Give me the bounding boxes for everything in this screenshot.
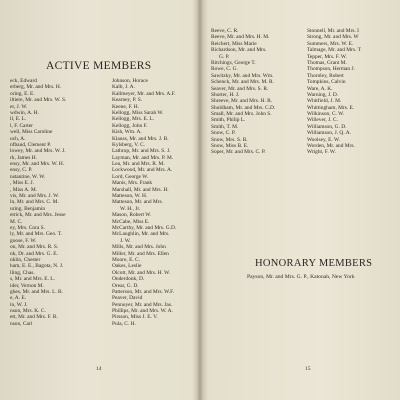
member-entry: iltiere, Mr. and Mrs. W. S. (10, 97, 67, 104)
member-entry: ll, E. L. (10, 116, 27, 123)
member-entry: Thomas, Grant M. (307, 59, 347, 66)
member-entry: Soper, Mr. and Mrs. C. P. (211, 149, 266, 156)
member-entry: uring, Benjamin (10, 205, 46, 212)
member-entry: Onderdonk, D. (112, 276, 145, 283)
right-page (203, 0, 400, 400)
member-entry: Wilkinson, C. W. (307, 111, 345, 118)
member-entry: ghes, Mr. and Mrs. L. B. (10, 288, 64, 295)
member-entry: Shuldham, Mr. and Mrs. C.D. (211, 104, 276, 111)
member-entry: oring, E. E. (10, 90, 35, 97)
member-entry: Kellogg, Mrs. E. L. (112, 116, 155, 123)
member-entry: Talmage, Mr. and Mrs. T (307, 47, 361, 54)
member-entry: Oakes, Leslie (112, 263, 142, 270)
member-entry: wdwin, A. H. (10, 109, 39, 116)
member-entry: ett, Mr. and Mrs. F. B. (10, 314, 58, 321)
member-entry: Small, Mr. and Mrs. John S. (211, 111, 272, 118)
honorary-entry: Payson, Mr. and Mrs. G. P., Katonah, New York (247, 274, 355, 280)
member-entry: Kish, Wm. A. (112, 129, 142, 136)
member-entry: Willever, J. C. (307, 117, 338, 124)
left-column-1 (10, 78, 66, 327)
member-entry: Tompkins, Calvin (307, 79, 346, 86)
member-entry: Stonnell, Mr. and Mrs. I (307, 28, 359, 34)
member-entry: Orear, G. D. (112, 282, 139, 289)
member-entry: , Miss A. M. (10, 186, 37, 193)
member-entry: Shorter, H. J. (211, 91, 240, 98)
member-entry: Ritchings, George T. (211, 59, 256, 66)
member-entry: McLaughlin, Mr. and Mrs. (112, 231, 170, 238)
member-entry: l, F. Carter (10, 122, 33, 129)
right-column-2 (307, 28, 361, 156)
member-entry: Kellogg, John F. (112, 122, 148, 129)
member-entry: vis, Mr. and Mrs. J. W. (10, 193, 60, 200)
member-entry: Summers, Mrs. W. E. (307, 40, 354, 47)
member-entry: nson, Carl (10, 320, 33, 327)
honorary-members-heading: HONORARY MEMBERS (255, 258, 373, 269)
member-entry: Seaver, Mr. and Mrs. S. R. (211, 85, 269, 92)
member-entry: Whitfield, J. M. (307, 98, 342, 105)
member-entry: Smith, Philip L. (211, 117, 246, 124)
member-entry: ln, Mr. and Mrs. C. M. (10, 199, 59, 206)
member-entry: Reeve, Mr. and Mrs. H. M. (211, 34, 270, 41)
member-entry: lowey, Mr. and Mrs. W. J. (10, 148, 66, 155)
member-entry: Sawitzky, Mr. and Mrs. Wm. (211, 72, 274, 79)
member-entry: Reichert, Miss Marie (211, 40, 257, 47)
member-entry: Pirsson, Miss J. E. V. (112, 314, 158, 321)
member-entry: Pennoyer, Mr. and Mrs. Jas. (112, 301, 173, 308)
member-entry: Matteson, Mr. and Mrs. (112, 199, 163, 206)
member-entry: er, J. W. (10, 103, 28, 110)
member-entry: Worden, Mr. and Mrs. (307, 143, 355, 150)
member-entry: Woolsey, E. W. (307, 136, 340, 143)
member-entry: Lord, George W. (112, 173, 149, 180)
member-entry: Kallmeyer, Mr. and Mrs. A.F. (112, 90, 176, 97)
member-entry: goose, F. W. (10, 237, 37, 244)
member-entry: ensy, Mr. and Mrs. W. H. (10, 161, 65, 168)
member-entry: Manis, Mrs. Frank (112, 180, 153, 187)
member-entry: e, A. E. (10, 295, 27, 302)
member-entry: Smith, T. M. (211, 123, 239, 130)
member-entry: Williamson, G. D. (307, 123, 347, 130)
member-entry: uch, A. (10, 135, 26, 142)
member-entry: eck, Edward (10, 78, 37, 84)
member-entry: Miller, Mr. and Mrs. Ellen (112, 250, 169, 257)
member-entry: Ware, A. K. (307, 85, 333, 92)
member-entry: Rowe, C. G. (211, 66, 238, 73)
member-entry: Thompson, Herman J. (307, 66, 355, 73)
member-entry: Richardson, Mr. and Mrs. (211, 47, 267, 54)
member-entry: ham, E. E., Bagota, N. J. (10, 263, 64, 270)
member-entry: rk, James H. (10, 154, 37, 161)
member-entry: McCarthy, Mr. and Mrs. G.D. (112, 224, 177, 231)
member-entry: , Miss E. J. (10, 180, 34, 187)
member-entry: ly, Mr. and Mrs. Geo. T. (10, 231, 62, 238)
member-entry: Schenck, Mr. and Mrs. M. R. (211, 79, 274, 86)
member-entry: ider, Vernon M. (10, 282, 44, 289)
right-column-1 (211, 28, 275, 156)
member-entry: nson, Mrs. K. C. (10, 308, 46, 315)
member-entry: Pula, C. H. (112, 320, 136, 327)
member-entry: McCabe, Miss E. (112, 218, 150, 225)
member-entry: Snow, C. P. (211, 130, 236, 137)
member-entry: Phillips, Mr. and Mrs. W. A. (112, 308, 173, 315)
member-entry: Thornley, Robert (307, 72, 344, 79)
page-number-left: 14 (96, 366, 102, 372)
member-entry: Warning, J. D. (307, 91, 339, 98)
member-entry: etrick, Mr. and Mrs. Jesse (10, 212, 66, 219)
member-entry: Reeve, C. R. (211, 28, 239, 34)
member-entry: Wright, F. W. (307, 149, 336, 156)
member-entry: Mills, Mr. and Mrs. John (112, 244, 166, 251)
member-entry: Williamson, J. Q. A. (307, 130, 351, 137)
member-entry: Layman, Mr. and Mrs. P. M. (112, 154, 174, 161)
member-entry: Strong, Mr. and Mrs. W (307, 34, 359, 41)
member-entry: Moore, E. C. (112, 256, 140, 263)
member-entry: Kellogg, Miss Sarah W. (112, 109, 164, 116)
member-entry: Lea, Mr. and Mrs. R. M. (112, 161, 165, 168)
member-entry: lling, Chas. (10, 269, 35, 276)
member-entry: Whittingham, Mrs. E. (307, 104, 355, 111)
member-entry: Kalb, J. A. (112, 84, 135, 91)
member-entry: Marshall, Mr. and Mrs. H. (112, 186, 169, 193)
member-entry: Kylsberg, V. C. (112, 141, 146, 148)
member-entry: on, Mr. and Mrs. R. S. (10, 244, 59, 251)
member-entry: nfbaud, Clement P. (10, 141, 52, 148)
member-entry: Shreeve, Mr. and Mrs. H. R. (211, 98, 273, 105)
member-entry: Olcott, Mr. and Mrs. H. W. (112, 269, 171, 276)
member-entry: Lathrop, Mr. and Mrs. S. J. (112, 148, 171, 155)
member-entry: Peaver, David (112, 295, 143, 302)
member-entry: M. C. (10, 218, 23, 225)
member-entry: nstantine, W. W. (10, 173, 46, 180)
member-entry: Lockwood, Mr. and Mrs. A. (112, 167, 173, 174)
member-entry: Matteson, W. H. (112, 193, 148, 200)
member-entry: erberg, Mr. and Mrs. H. (10, 84, 62, 91)
page-number-right: 15 (305, 366, 311, 372)
member-entry: Snow, Mrs. S. B. (211, 136, 248, 143)
left-page (0, 0, 197, 400)
member-entry: well, Miss Caroline (10, 129, 53, 136)
member-entry: ey, Mrs. Cora S. (10, 224, 45, 231)
member-entry: Klauss, Mr. and Mrs. J. B. (112, 135, 169, 142)
member-entry: Patterson, Mr. and Mrs. W.F. (112, 288, 175, 295)
member-entry: in, W. J. (10, 301, 28, 308)
member-entry: ensy, C. P. (10, 167, 33, 174)
member-entry: Snow, Miss B. E. (211, 143, 249, 150)
member-entry: W. H., Jr. (120, 205, 141, 212)
member-entry: J. W. (120, 237, 131, 244)
member-entry: Keene, F. H. (112, 103, 139, 110)
member-entry: Mason, Robert W. (112, 212, 152, 219)
member-entry: Johnson, Horace (112, 78, 148, 84)
member-entry: s, Mr. and Mrs. E. L. (10, 276, 55, 283)
member-entry: nklin, Chester (10, 256, 41, 263)
member-entry: nk, Dr. and Mrs. G. E. (10, 250, 58, 257)
member-entry: Kearney, P. S. (112, 97, 143, 104)
active-members-heading: ACTIVE MEMBERS (46, 60, 152, 72)
left-column-2 (112, 78, 176, 327)
member-entry: G. P. (219, 53, 230, 60)
member-entry: Tepper, Mrs. F. W. (307, 53, 347, 60)
